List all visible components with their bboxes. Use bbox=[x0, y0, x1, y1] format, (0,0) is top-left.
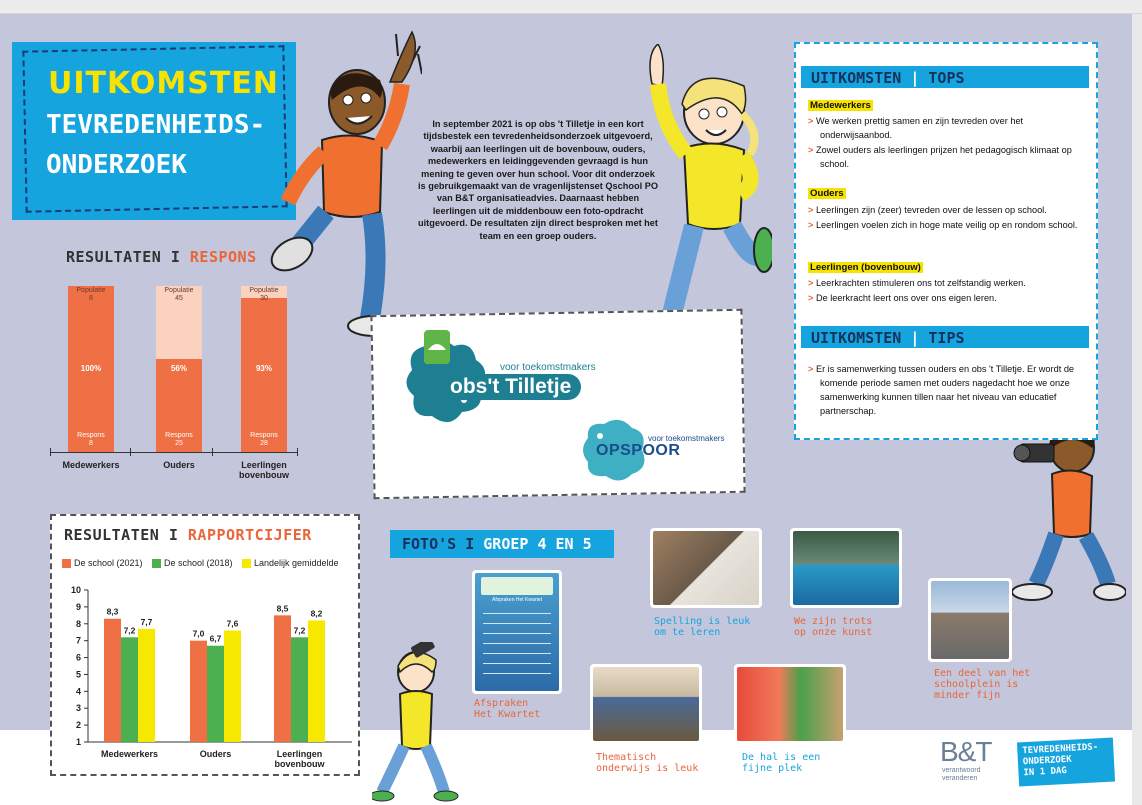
caption-line: schoolplein is bbox=[934, 679, 1019, 690]
caption-line: onderwijs is leuk bbox=[596, 763, 699, 774]
y-tick-label: 10 bbox=[70, 585, 81, 595]
poster-title: Afspraken Het Kwartet bbox=[491, 597, 543, 603]
tops-heading-a: UITKOMSTEN bbox=[811, 69, 902, 87]
title-line-1: UITKOMSTEN bbox=[48, 66, 279, 101]
photo-poster bbox=[472, 570, 562, 694]
respons-axis bbox=[50, 452, 298, 453]
y-tick-label: 6 bbox=[75, 652, 81, 663]
tops-item-text: Leerkrachten stimuleren ons tot zelfstandig werken. bbox=[815, 278, 1026, 288]
caption-line: Thematisch bbox=[596, 752, 657, 763]
respons-heading bbox=[66, 248, 257, 266]
caption-hal bbox=[742, 752, 820, 774]
caption-line: Een deel van het bbox=[934, 668, 1031, 679]
tops-group-label: Leerlingen (bovenbouw) bbox=[810, 262, 921, 273]
tips-item-text: Er is samenwerking tussen ouders en obs 't Tilletje. Er wordt de komende periode samen met ouders nagedacht hoe we onze samenwerking kunnen tillen naar het niveau van educatief partnerschap. bbox=[815, 364, 1075, 416]
tops-item-text: Leerlingen voelen zich in hoge mate veilig op en rondom school. bbox=[815, 220, 1078, 230]
caption-line: minder fijn bbox=[934, 690, 1001, 701]
respons-tick bbox=[130, 448, 131, 456]
respons-label: Respons bbox=[250, 432, 278, 439]
rapport-value-label: 7,0 bbox=[192, 628, 205, 639]
respons-percent: 93% bbox=[255, 364, 272, 373]
tops-item bbox=[808, 218, 1088, 232]
caption-line: Spelling is leuk bbox=[654, 616, 751, 627]
opspoor-name: OPSPOOR bbox=[596, 442, 681, 459]
rapport-bar bbox=[308, 620, 325, 742]
rapport-bar bbox=[207, 646, 224, 742]
tops-heading bbox=[801, 66, 1089, 88]
rapport-bar bbox=[224, 631, 241, 742]
rapport-category-label: bovenbouw bbox=[274, 759, 325, 769]
rapport-value-label: 7,2 bbox=[293, 625, 306, 636]
scroll-gutter bbox=[1132, 14, 1142, 805]
caption-line: op onze kunst bbox=[794, 627, 873, 638]
rapport-value-label: 7,2 bbox=[123, 625, 136, 636]
photo-kunst bbox=[790, 528, 902, 608]
respons-tick bbox=[297, 448, 298, 456]
rapport-category-label: Leerlingen bbox=[276, 749, 323, 759]
caption-line: fijne plek bbox=[742, 763, 803, 774]
respons-population-label: Populatie bbox=[164, 287, 194, 294]
photo-thematisch bbox=[590, 664, 702, 744]
poster-image bbox=[475, 573, 559, 691]
tops-group-label: Ouders bbox=[810, 188, 844, 199]
bullet-marker: > bbox=[808, 364, 814, 374]
tops-item bbox=[808, 291, 1088, 305]
respons-bar-fill bbox=[241, 298, 287, 452]
caption-kunst bbox=[794, 616, 872, 638]
bt-tagline bbox=[942, 767, 981, 783]
badge-line: TEVREDENHEIDS- bbox=[1022, 742, 1099, 757]
respons-tick bbox=[50, 448, 51, 456]
rapport-bar bbox=[190, 641, 207, 742]
legend-label-2018: De school (2018) bbox=[164, 558, 233, 568]
tops-item-text: Zowel ouders als leerlingen prijzen het pedagogisch klimaat op school. bbox=[815, 145, 1072, 169]
rapport-category-label: Medewerkers bbox=[100, 749, 159, 759]
respons-label: Respons bbox=[77, 432, 105, 439]
bullet-marker: > bbox=[808, 116, 814, 126]
thematisch-image bbox=[593, 667, 699, 741]
y-tick-label: 9 bbox=[75, 601, 81, 612]
legend-label-2021: De school (2021) bbox=[74, 558, 143, 568]
caption-spelling bbox=[654, 616, 750, 638]
caption-line: Afspraken bbox=[474, 698, 529, 709]
respons-population-label: Populatie bbox=[76, 287, 106, 294]
respons-heading-a: RESULTATEN I bbox=[66, 248, 181, 266]
tops-item bbox=[808, 143, 1088, 171]
respons-category: Ouders bbox=[163, 460, 195, 470]
fotos-heading bbox=[390, 530, 614, 558]
bt-tagline-line: verantwoord bbox=[942, 767, 981, 774]
legend-swatch-2021 bbox=[62, 559, 71, 568]
respons-value: 8 bbox=[89, 440, 93, 447]
schoolplein-image bbox=[931, 581, 1009, 659]
y-tick-label: 1 bbox=[75, 737, 81, 747]
photo-spelling bbox=[650, 528, 762, 608]
school-tagline: voor toekomstmakers bbox=[500, 362, 596, 373]
y-tick-label: 3 bbox=[75, 703, 81, 714]
caption-line: om te leren bbox=[654, 627, 721, 638]
rapport-chart bbox=[52, 580, 358, 774]
bullet-marker: > bbox=[808, 278, 814, 288]
caption-thematisch bbox=[596, 752, 698, 774]
title-line-2: TEVREDENHEIDS- bbox=[46, 110, 266, 140]
photo-hal bbox=[734, 664, 846, 744]
hal-image bbox=[737, 667, 843, 741]
tops-item bbox=[808, 203, 1088, 217]
respons-population-value: 45 bbox=[175, 295, 183, 302]
rapport-value-label: 6,7 bbox=[209, 633, 222, 644]
rapport-value-label: 8,5 bbox=[276, 603, 289, 614]
school-name: obs't Tilletje bbox=[440, 374, 581, 400]
rapport-bar bbox=[104, 619, 121, 742]
respons-category: Medewerkers bbox=[62, 460, 120, 470]
tops-item bbox=[808, 276, 1088, 290]
rapport-bar bbox=[138, 629, 155, 742]
bt-tagline-line: veranderen bbox=[942, 775, 978, 782]
rapport-category-label: Ouders bbox=[199, 749, 232, 759]
rapport-value-label: 7,6 bbox=[226, 618, 239, 629]
opspoor-tagline: voor toekomstmakers bbox=[648, 434, 725, 443]
tips-heading-b: TIPS bbox=[928, 329, 965, 347]
respons-value: 25 bbox=[175, 440, 183, 447]
tops-heading-sep: | bbox=[910, 69, 920, 87]
y-tick-label: 2 bbox=[75, 720, 81, 731]
y-tick-label: 7 bbox=[75, 635, 81, 646]
respons-category: Leerlingen bbox=[241, 460, 287, 470]
fotos-heading-b: GROEP 4 EN 5 bbox=[483, 535, 592, 553]
respons-population-value: 8 bbox=[89, 295, 93, 302]
badge-line: ONDERZOEK bbox=[1022, 754, 1072, 768]
respons-population-label: Populatie bbox=[249, 287, 279, 294]
rapport-value-label: 7,7 bbox=[140, 616, 153, 627]
rapport-value-label: 8,2 bbox=[310, 608, 323, 619]
y-tick-label: 5 bbox=[75, 669, 81, 680]
rapport-heading-a: RESULTATEN I bbox=[64, 526, 179, 544]
respons-category-line2: bovenbouw bbox=[239, 470, 289, 480]
badge-line: IN 1 DAG bbox=[1023, 765, 1068, 779]
rapport-bar bbox=[291, 637, 308, 742]
kunst-image bbox=[793, 531, 899, 605]
tips-heading-a: UITKOMSTEN bbox=[811, 329, 902, 347]
legend-swatch-landelijk bbox=[242, 559, 251, 568]
respons-percent: 100% bbox=[80, 364, 102, 373]
tips-heading-sep: | bbox=[910, 329, 920, 347]
respons-heading-b: RESPONS bbox=[189, 248, 257, 266]
tops-group-label: Medewerkers bbox=[810, 100, 871, 111]
tops-heading-b: TOPS bbox=[928, 69, 965, 87]
boy-camera-illustration bbox=[1006, 414, 1126, 604]
respons-value: 28 bbox=[260, 440, 268, 447]
photo-schoolplein bbox=[928, 578, 1012, 662]
caption-afspraken bbox=[474, 698, 540, 720]
bullet-marker: > bbox=[808, 220, 814, 230]
rapport-heading-b: RAPPORTCIJFER bbox=[187, 526, 312, 544]
legend-label-landelijk: Landelijk gemiddelde bbox=[254, 558, 339, 568]
legend-swatch-2018 bbox=[152, 559, 161, 568]
spelling-image bbox=[653, 531, 759, 605]
tops-item-text: De leerkracht leert ons over ons eigen leren. bbox=[815, 293, 997, 303]
bullet-marker: > bbox=[808, 293, 814, 303]
caption-schoolplein bbox=[934, 668, 1030, 701]
fotos-heading-a: FOTO'S I bbox=[402, 535, 475, 553]
bullet-marker: > bbox=[808, 205, 814, 215]
tips-item bbox=[808, 362, 1078, 418]
bullet-marker: > bbox=[808, 145, 814, 155]
rapport-value-label: 8,3 bbox=[106, 606, 119, 617]
title-line-3: ONDERZOEK bbox=[46, 150, 187, 180]
rapport-bar bbox=[121, 637, 138, 742]
y-tick-label: 4 bbox=[75, 686, 81, 697]
rapport-heading bbox=[64, 526, 312, 544]
respons-population-value: 30 bbox=[260, 295, 268, 302]
caption-line: Het Kwartet bbox=[474, 709, 541, 720]
top-strip bbox=[0, 0, 1142, 14]
tops-item-text: Leerlingen zijn (zeer) tevreden over de lessen op school. bbox=[815, 205, 1047, 215]
tevredenheids-badge bbox=[1017, 738, 1115, 787]
y-tick-label: 8 bbox=[75, 618, 81, 629]
caption-line: De hal is een bbox=[742, 752, 821, 763]
rapport-bar bbox=[274, 615, 291, 742]
bt-logo: B&T bbox=[940, 736, 992, 767]
intro-text: In september 2021 is op obs 't Tilletje in een kort tijdsbestek een tevredenheidsonderzoek uitgevoerd, waarbij aan leerlingen uit de bovenbouw, ouders, medewerkers en leidinggevenden gevraagd is hun mening te geven over hun school. Voor dit onderzoek is gebruikgemaakt van de vragenlijstenset Qschool PO van B&T organisatieadvies. Daarnaast hebben leerlingen uit de middenbouw een foto-opdracht uitgevoerd. De resultaten zijn direct besproken met het team en een groep ouders. bbox=[418, 119, 658, 241]
girl-camera-illustration bbox=[372, 642, 462, 802]
tops-item-text: We werken prettig samen en zijn tevreden over het onderwijsaanbod. bbox=[815, 116, 1024, 140]
tips-heading bbox=[801, 326, 1089, 348]
respons-label: Respons bbox=[165, 432, 193, 439]
respons-percent: 56% bbox=[170, 364, 187, 373]
respons-tick bbox=[212, 448, 213, 456]
caption-line: We zijn trots bbox=[794, 616, 873, 627]
tops-item bbox=[808, 114, 1088, 142]
